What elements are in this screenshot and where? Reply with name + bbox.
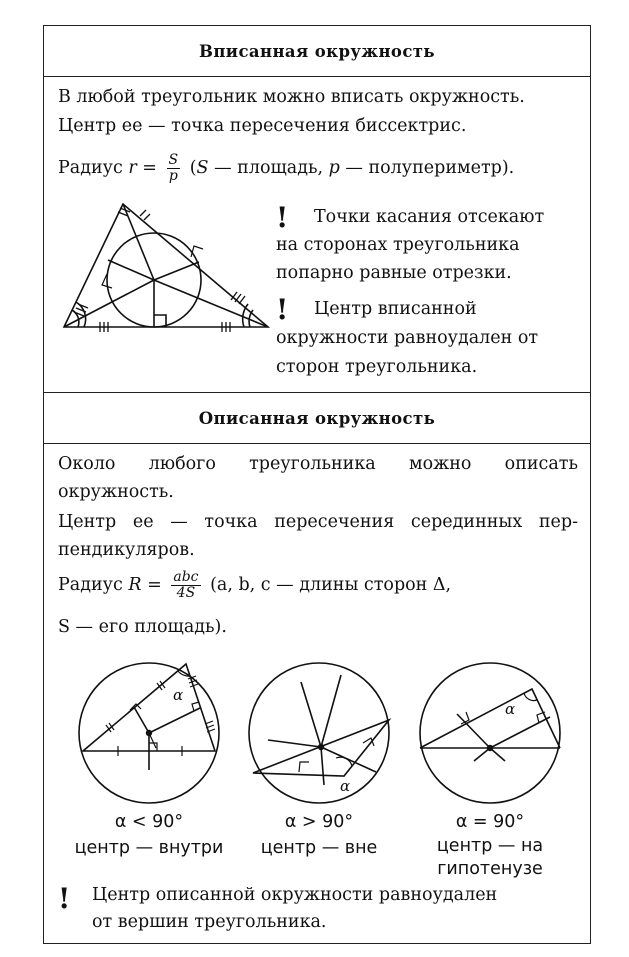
circumscribed-final-line-2: от вершин треугольника. — [92, 912, 327, 932]
case-obtuse-desc: центр — вне — [260, 838, 378, 858]
circumscribed-line-1: Около любого треугольника можно описать — [58, 454, 578, 474]
inscribed-title: Вписанная окружность — [44, 26, 590, 77]
case-right-desc-line-1: центр — на — [436, 836, 544, 856]
case-obtuse-condition: α > 90° — [284, 812, 354, 832]
inscribed-note-2-line-3: сторон треугольника. — [276, 357, 478, 377]
radius-fraction: $\frac{S}{p}$ — [168, 152, 179, 184]
case-acute-condition: α < 90° — [114, 812, 184, 832]
radius-fraction: $\frac{\text{abc}}{4S}$ — [173, 569, 199, 601]
alpha-label: α — [173, 686, 184, 704]
inscribed-note-1-line-2: на сторонах треугольника — [276, 235, 520, 255]
radius-var: r — [128, 158, 137, 178]
inscribed-note-2-excl-icon: ! — [276, 293, 289, 326]
circumscribed-line-3: Центр ее — точка пересечения серединных пер- — [58, 512, 578, 532]
case-right-condition: α = 90° — [455, 812, 525, 832]
obtuse-triangle-diagram — [248, 662, 390, 804]
inscribed-radius-formula: Радиус r = $\frac{S}{p}$ (S — площадь, p — полупериметр). — [58, 152, 515, 184]
inscribed-note-1-line-3: попарно равные отрезки. — [276, 263, 512, 283]
alpha-label: α — [505, 700, 516, 718]
inscribed-note-2-line-1: Центр вписанной — [314, 299, 477, 319]
inscribed-note-2-line-2: окружности равноудален от — [276, 328, 539, 348]
circumscribed-line-4: пендикуляров. — [58, 540, 195, 560]
inscribed-circle-diagram — [60, 202, 270, 332]
inscribed-note-1-line-1: Точки касания отсекают — [314, 207, 545, 227]
alpha-label: α — [340, 777, 351, 795]
circumscribed-final-line-1: Центр описанной окружности равноудален — [92, 885, 498, 905]
inscribed-line-1: В любой треугольник можно вписать окружность. — [58, 87, 525, 107]
radius-prefix: Радиус — [58, 158, 123, 178]
circumscribed-radius-formula: Радиус R = $\frac{\text{abc}}{4S}$ (a, b, c — длины сторон Δ, — [58, 569, 452, 601]
circumscribed-title: Описанная окружность — [44, 392, 590, 444]
triangle — [64, 204, 268, 327]
case-acute-desc: центр — внутри — [74, 838, 224, 858]
acute-triangle-diagram — [78, 662, 220, 804]
inscribed-note-1-excl-icon: ! — [276, 201, 289, 234]
right-triangle-diagram — [419, 662, 561, 804]
radius-eq: = — [142, 158, 157, 178]
circumscribed-line-2: окружность. — [58, 482, 174, 502]
theory-card — [43, 25, 591, 944]
circumscribed-radius-note-2: S — его площадь). — [58, 617, 227, 637]
circumscribed-final-excl-icon: ! — [58, 882, 71, 915]
case-right-desc-line-2: гипотенузе — [437, 859, 543, 879]
inscribed-line-2: Центр ее — точка пересечения биссектрис. — [58, 116, 467, 136]
